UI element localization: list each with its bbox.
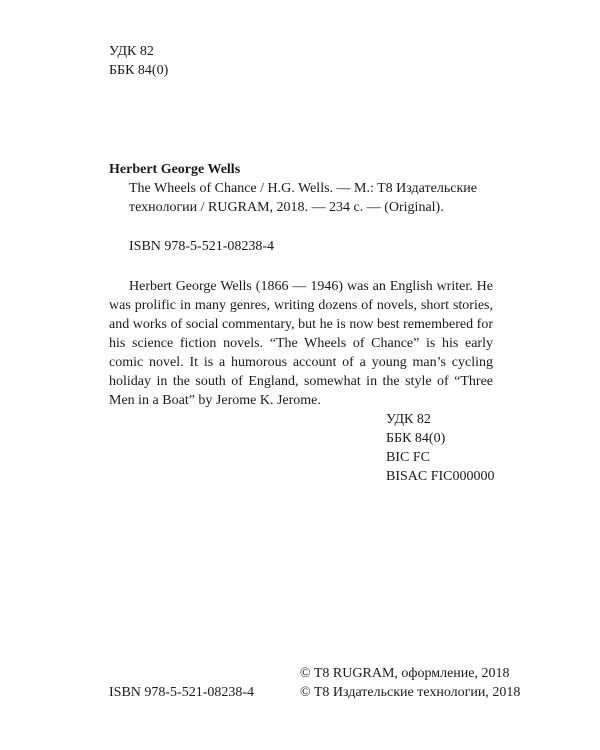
classification-codes-right: [386, 410, 495, 486]
isbn: ISBN 978-5-521-08238-4: [129, 239, 275, 254]
classification-codes-top: [109, 42, 168, 80]
bibliographic-record: [109, 160, 493, 410]
udk-code-right: УДК 82: [386, 412, 431, 427]
bic-code: BIC FC: [386, 450, 430, 465]
footer-isbn: ISBN 978-5-521-08238-4: [109, 685, 255, 700]
copyright-block: [300, 664, 520, 702]
copyright-line-2: © T8 Издательские технологии, 2018: [300, 685, 521, 700]
annotation-text: Herbert George Wells (1866 — 1946) was an English writer. He was prolific in many genres, writing dozens of novels, short stories, and works of social commentary, but he is now best remembered for his science fiction novels. “The Wheels of Chance” is his early comic novel. It is a humorous account of a young man’s cycling holiday in the south of England, somewhat in the style of “Three Men in a Boat” by Jerome K. Jerome.: [109, 279, 493, 408]
udk-code: УДК 82: [109, 44, 154, 59]
copyright-line-1: © T8 RUGRAM, оформление, 2018: [300, 666, 510, 681]
bbk-code: ББК 84(0): [109, 63, 169, 78]
bibliographic-description: The Wheels of Chance / H.G. Wells. — M.: T8 Издательские технологии / RUGRAM, 2018. — 234 с. — (Original).: [129, 181, 477, 215]
bbk-code-right: ББК 84(0): [386, 431, 446, 446]
author-name: Herbert George Wells: [109, 162, 241, 177]
bisac-code: BISAC FIC000000: [386, 469, 495, 484]
